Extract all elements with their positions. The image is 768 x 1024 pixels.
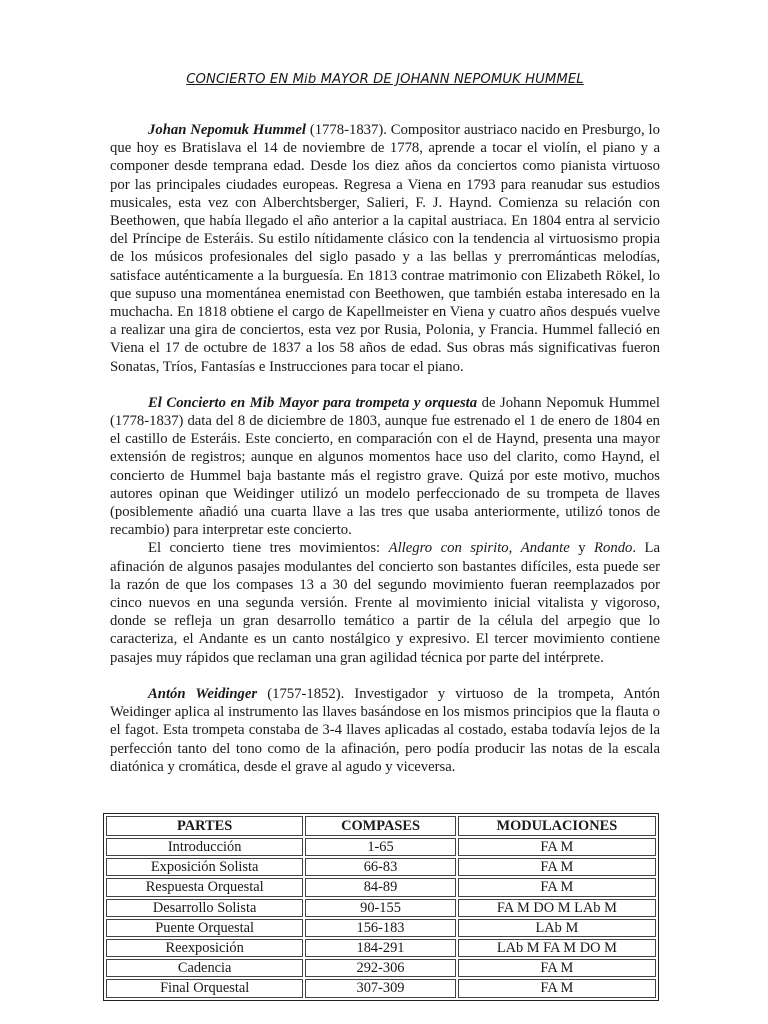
cell-modulaciones: LAb M bbox=[458, 919, 656, 937]
cell-modulaciones: FA M bbox=[458, 959, 656, 977]
paragraph-text: El concierto tiene tres movimientos: bbox=[148, 540, 389, 557]
table-row bbox=[106, 899, 656, 917]
table-row bbox=[106, 838, 656, 856]
cell-parte: Desarrollo Solista bbox=[106, 899, 303, 917]
cell-parte: Cadencia bbox=[106, 959, 303, 977]
header-partes: PARTES bbox=[106, 816, 303, 836]
cell-modulaciones: FA M bbox=[458, 979, 656, 997]
cell-parte: Final Orquestal bbox=[106, 979, 303, 997]
paragraph-text: . La afinación de algunos pasajes modulantes del concierto son bastantes difíciles, esta puede ser la razón de que los compases 13 a 30 del segundo movimiento fueran reemplazados por cinco nuevos en una segunda versión. Frente al movimiento inicial vitalista y vigoroso, donde se refleja un gran desarrollo temático a partir de la célula del arpegio que lo caracteriza, el Andante es un canto nostálgico y expresivo. El tercer movimiento contiene pasajes muy rápidos que reclaman una gran agilidad técnica por parte del intérprete. bbox=[110, 540, 661, 666]
paragraph-hummel-bio bbox=[110, 121, 660, 376]
separator: , bbox=[508, 540, 521, 557]
cell-compases: 292-306 bbox=[305, 959, 455, 977]
movement-2: Andante bbox=[520, 540, 570, 557]
table-row bbox=[106, 919, 656, 937]
cell-parte: Exposición Solista bbox=[106, 858, 303, 876]
cell-compases: 184-291 bbox=[305, 939, 455, 957]
cell-modulaciones: FA M bbox=[458, 878, 656, 896]
paragraph-text: (1778-1837). Compositor austriaco nacido en Presburgo, lo que hoy es Bratislava el 14 de noviembre de 1778, aprende a tocar el violín, el piano y a componer desde temprana edad. Desde los diez años da conciertos como pianista virtuoso por las principales ciudades europeas. Regresa a Viena en 1793 para reanudar sus estudios musicales, esta vez con Alberchtsberger, Salieri, F. J. Haynd. Comienza su relación con Beethowen, que había llegado el año anterior a la capital austriaca. En 1804 entra al servicio del Príncipe de Esteráis. Su estilo nítidamente clásico con la tendencia al virtuosismo propia de los músicos profesionales del siglo pasado y a las bellas y prerrománticas melodías, satisface auténticamente a la burguesía. En 1813 contrae matrimonio con Elizabeth Rökel, lo que supuso una momentánea enemistad con Beethowen, que también estaba interesado en la muchacha. En 1818 obtiene el cargo de Kapellmeister en Viena y cuatro años después vuelve a realizar una gira de conciertos, esta vez por Rusia, Polonia, y Francia. Hummel falleció en Viena el 17 de octubre de 1837 a los 58 años de edad. Sus obras más significativas fueron Sonatas, Tríos, Fantasías e Instrucciones para tocar el piano. bbox=[110, 122, 660, 375]
cell-parte: Reexposición bbox=[106, 939, 303, 957]
cell-modulaciones: LAb M FA M DO M bbox=[458, 939, 656, 957]
cell-parte: Puente Orquestal bbox=[106, 919, 303, 937]
document-title: CONCIERTO EN Mib MAYOR DE JOHANN NEPOMUK HUMMEL bbox=[186, 72, 584, 87]
parts-table bbox=[103, 813, 659, 1001]
cell-compases: 66-83 bbox=[305, 858, 455, 876]
cell-compases: 307-309 bbox=[305, 979, 455, 997]
cell-modulaciones: FA M bbox=[458, 858, 656, 876]
table-row bbox=[106, 979, 656, 997]
table-row bbox=[106, 878, 656, 896]
document-page bbox=[110, 72, 660, 776]
cell-compases: 1-65 bbox=[305, 838, 455, 856]
cell-modulaciones: FA M bbox=[458, 838, 656, 856]
cell-compases: 90-155 bbox=[305, 899, 455, 917]
paragraph-weidinger bbox=[110, 685, 660, 776]
table-header-row bbox=[106, 816, 656, 836]
movement-3: Rondo bbox=[594, 540, 633, 557]
paragraph-lead: Antón Weidinger bbox=[148, 685, 258, 702]
cell-parte: Introducción bbox=[106, 838, 303, 856]
cell-parte: Respuesta Orquestal bbox=[106, 878, 303, 896]
paragraph-text: de Johann Nepomuk Hummel (1778-1837) data del 8 de diciembre de 1803, aunque fue estrenado el 1 de enero de 1804 en el castillo de Esteráis. Este concierto, en comparación con el de Haynd, presenta una mayor extensión de registros; aunque en algunos momentos hace uso del clarito, como Haynd, el concierto de Hummel baja bastante más el registro grave. Quizá por este motivo, muchos autores opinan que Weidinger utilizó un modelo perfeccionado de su trompeta de llaves (posiblemente añadió una cuarta llave a las tres que usaba anteriormente, utilizó tonos de recambio) para interpretar este concierto. bbox=[110, 394, 660, 539]
paragraph-lead: Johan Nepomuk Hummel bbox=[148, 122, 306, 138]
table-row bbox=[106, 959, 656, 977]
cell-compases: 84-89 bbox=[305, 878, 455, 896]
cell-modulaciones: FA M DO M LAb M bbox=[458, 899, 656, 917]
movement-1: Allegro con spirito bbox=[388, 540, 509, 557]
paragraph-concierto bbox=[110, 394, 660, 540]
paragraph-lead: El Concierto en Mib Mayor para trompeta y orquesta bbox=[148, 394, 478, 411]
header-compases: COMPASES bbox=[305, 816, 455, 836]
table-row bbox=[106, 939, 656, 957]
header-modulaciones: MODULACIONES bbox=[458, 816, 656, 836]
separator: y bbox=[569, 540, 595, 557]
paragraph-movimientos bbox=[110, 539, 660, 666]
table-row bbox=[106, 858, 656, 876]
cell-compases: 156-183 bbox=[305, 919, 455, 937]
paragraph-text: (1757-1852). Investigador y virtuoso de la trompeta, Antón Weidinger aplica al instrumento las llaves basándose en los mismos principios que la flauta o el fagot. Esta trompeta constaba de 3-4 llaves aplicadas al costado, estaba todavía lejos de la perfección tanto del tono como de la afinación, pero podía producir las notas de la escala diatónica y cromática, desde el grave al agudo y viceversa. bbox=[110, 685, 660, 775]
